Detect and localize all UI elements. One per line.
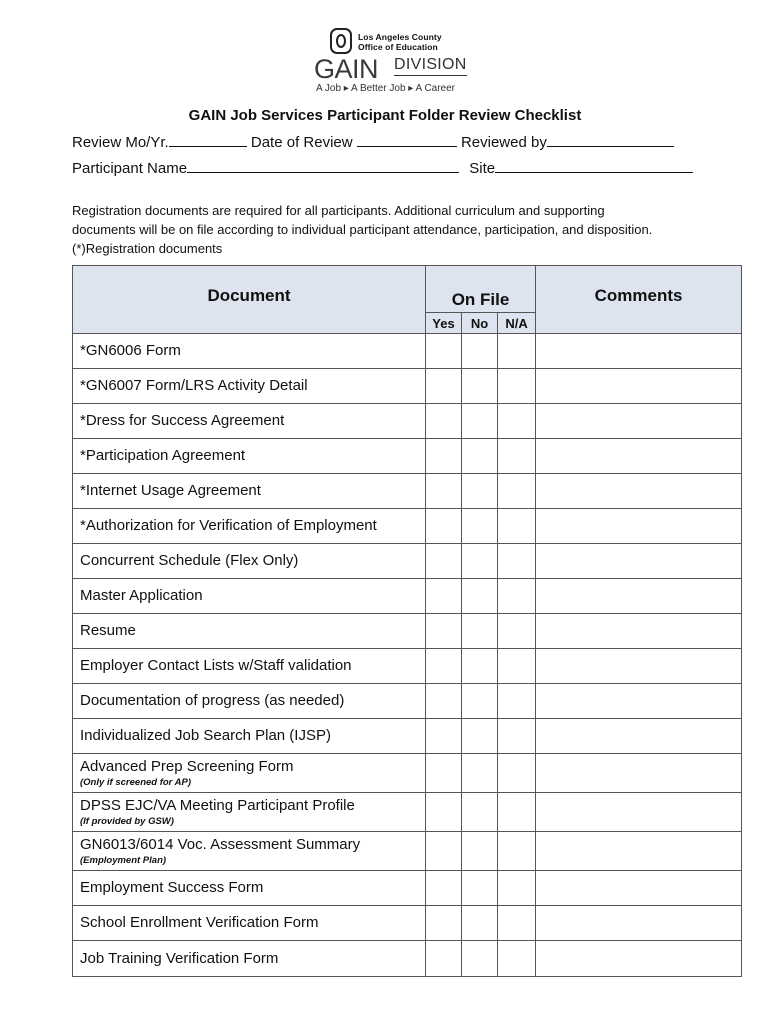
na-checkbox-cell[interactable]	[498, 832, 536, 871]
logo-division: DIVISION	[394, 56, 467, 76]
na-checkbox-cell[interactable]	[498, 404, 536, 439]
document-cell	[73, 684, 426, 719]
yes-checkbox-cell[interactable]	[426, 614, 462, 649]
na-header: N/A	[498, 313, 536, 334]
site-label: Site	[469, 160, 496, 177]
comments-cell[interactable]	[536, 871, 742, 906]
comments-cell[interactable]	[536, 754, 742, 793]
form-title: GAIN Job Services Participant Folder Review Checklist	[188, 107, 582, 124]
document-name: Job Training Verification Form	[80, 949, 279, 967]
no-checkbox-cell[interactable]	[462, 579, 498, 614]
yes-checkbox-cell[interactable]	[426, 404, 462, 439]
intro-text	[72, 201, 722, 258]
review-mo-yr-field[interactable]	[169, 132, 247, 147]
logo-org-line1: Los Angeles County	[358, 32, 442, 42]
no-checkbox-cell[interactable]	[462, 649, 498, 684]
comments-cell[interactable]	[536, 404, 742, 439]
table-row	[73, 544, 742, 579]
table-row	[73, 579, 742, 614]
no-checkbox-cell[interactable]	[462, 793, 498, 832]
no-checkbox-cell[interactable]	[462, 684, 498, 719]
document-name: Individualized Job Search Plan (IJSP)	[80, 727, 331, 744]
table-row	[73, 369, 742, 404]
table-row	[73, 404, 742, 439]
comments-cell[interactable]	[536, 649, 742, 684]
on-file-header: On File	[426, 266, 536, 313]
document-note: (If provided by GSW)	[80, 815, 174, 827]
no-checkbox-cell[interactable]	[462, 754, 498, 793]
yes-checkbox-cell[interactable]	[426, 941, 462, 977]
comments-cell[interactable]	[536, 684, 742, 719]
yes-checkbox-cell[interactable]	[426, 793, 462, 832]
document-name: DPSS EJC/VA Meeting Participant Profile	[80, 796, 355, 814]
na-checkbox-cell[interactable]	[498, 544, 536, 579]
participant-name-field[interactable]	[187, 158, 459, 173]
table-row	[73, 684, 742, 719]
table-row	[73, 871, 742, 906]
na-checkbox-cell[interactable]	[498, 369, 536, 404]
table-row	[73, 649, 742, 684]
table-row	[73, 754, 742, 793]
na-checkbox-cell[interactable]	[498, 941, 536, 977]
document-cell	[73, 544, 426, 579]
document-name: *GN6006 Form	[80, 342, 181, 359]
participant-name-label: Participant Name	[72, 160, 188, 177]
header-fields-row2	[72, 158, 693, 179]
na-checkbox-cell[interactable]	[498, 871, 536, 906]
no-checkbox-cell[interactable]	[462, 439, 498, 474]
no-checkbox-cell[interactable]	[462, 544, 498, 579]
table-row	[73, 719, 742, 754]
no-checkbox-cell[interactable]	[462, 906, 498, 941]
comments-cell[interactable]	[536, 614, 742, 649]
comments-cell[interactable]	[536, 793, 742, 832]
no-header: No	[462, 313, 498, 334]
comments-cell[interactable]	[536, 509, 742, 544]
na-checkbox-cell[interactable]	[498, 334, 536, 369]
no-checkbox-cell[interactable]	[462, 871, 498, 906]
na-checkbox-cell[interactable]	[498, 509, 536, 544]
comments-cell[interactable]	[536, 439, 742, 474]
table-row	[73, 832, 742, 871]
date-of-review-label: Date of Review	[250, 134, 353, 151]
logo-org-line2: Office of Education	[358, 42, 438, 52]
document-cell	[73, 871, 426, 906]
review-mo-yr-label: Review Mo/Yr.	[72, 134, 169, 151]
table-row	[73, 614, 742, 649]
document-name: Concurrent Schedule (Flex Only)	[80, 552, 299, 569]
document-name: *Dress for Success Agreement	[80, 412, 285, 429]
table-row	[73, 941, 742, 977]
reviewed-by-field[interactable]	[547, 132, 674, 147]
document-name: Employment Success Form	[80, 879, 264, 896]
intro-line3: (*)Registration documents	[72, 241, 223, 256]
yes-checkbox-cell[interactable]	[426, 684, 462, 719]
na-checkbox-cell[interactable]	[498, 684, 536, 719]
no-checkbox-cell[interactable]	[462, 614, 498, 649]
comments-header: Comments	[536, 266, 742, 334]
na-checkbox-cell[interactable]	[498, 906, 536, 941]
document-cell	[73, 334, 426, 369]
document-cell	[73, 832, 426, 871]
date-of-review-field[interactable]	[357, 132, 457, 147]
document-name: Resume	[80, 622, 136, 639]
no-checkbox-cell[interactable]	[462, 719, 498, 754]
document-name: School Enrollment Verification Form	[80, 914, 319, 931]
na-checkbox-cell[interactable]	[498, 754, 536, 793]
document-name: Documentation of progress (as needed)	[80, 692, 345, 709]
document-cell	[73, 754, 426, 793]
document-cell	[73, 404, 426, 439]
logo-tagline: A Job ▸ A Better Job ▸ A Career	[316, 83, 456, 94]
document-name: *Participation Agreement	[80, 447, 246, 464]
na-checkbox-cell[interactable]	[498, 614, 536, 649]
na-checkbox-cell[interactable]	[498, 579, 536, 614]
table-row	[73, 509, 742, 544]
yes-checkbox-cell[interactable]	[426, 369, 462, 404]
document-name: *Authorization for Verification of Employment	[80, 517, 377, 534]
document-name: Master Application	[80, 587, 203, 604]
yes-header: Yes	[426, 313, 462, 334]
reviewed-by-label: Reviewed by	[460, 134, 547, 151]
yes-checkbox-cell[interactable]	[426, 906, 462, 941]
yes-checkbox-cell[interactable]	[426, 754, 462, 793]
yes-checkbox-cell[interactable]	[426, 649, 462, 684]
no-checkbox-cell[interactable]	[462, 941, 498, 977]
comments-cell[interactable]	[536, 474, 742, 509]
no-checkbox-cell[interactable]	[462, 474, 498, 509]
document-name: GN6013/6014 Voc. Assessment Summary	[80, 835, 361, 853]
table-row	[73, 906, 742, 941]
document-cell	[73, 579, 426, 614]
comments-cell[interactable]	[536, 941, 742, 977]
no-checkbox-cell[interactable]	[462, 832, 498, 871]
lacoe-emblem-icon	[330, 28, 352, 54]
header-fields-row1	[72, 132, 674, 153]
document-cell	[73, 941, 426, 977]
comments-cell[interactable]	[536, 832, 742, 871]
comments-cell[interactable]	[536, 369, 742, 404]
na-checkbox-cell[interactable]	[498, 649, 536, 684]
intro-line1: Registration documents are required for all participants. Additional curriculum and supporting	[72, 203, 605, 218]
document-cell	[73, 474, 426, 509]
yes-checkbox-cell[interactable]	[426, 474, 462, 509]
document-name: *Internet Usage Agreement	[80, 482, 261, 499]
document-cell	[73, 793, 426, 832]
table-row	[73, 474, 742, 509]
no-checkbox-cell[interactable]	[462, 404, 498, 439]
document-cell	[73, 369, 426, 404]
document-cell	[73, 649, 426, 684]
na-checkbox-cell[interactable]	[498, 474, 536, 509]
document-cell	[73, 906, 426, 941]
yes-checkbox-cell[interactable]	[426, 832, 462, 871]
document-name: Employer Contact Lists w/Staff validation	[80, 657, 352, 674]
lacoe-gain-logo	[312, 26, 472, 98]
document-name: Advanced Prep Screening Form	[80, 757, 294, 775]
yes-checkbox-cell[interactable]	[426, 439, 462, 474]
intro-line2: documents will be on file according to individual participant attendance, participation, and disposition.	[72, 222, 653, 237]
na-checkbox-cell[interactable]	[498, 439, 536, 474]
yes-checkbox-cell[interactable]	[426, 871, 462, 906]
yes-checkbox-cell[interactable]	[426, 579, 462, 614]
table-row	[73, 334, 742, 369]
document-cell	[73, 439, 426, 474]
comments-cell[interactable]	[536, 719, 742, 754]
na-checkbox-cell[interactable]	[498, 719, 536, 754]
document-header: Document	[73, 266, 426, 334]
no-checkbox-cell[interactable]	[462, 369, 498, 404]
table-row	[73, 439, 742, 474]
site-field[interactable]	[495, 158, 693, 173]
table-row	[73, 793, 742, 832]
yes-checkbox-cell[interactable]	[426, 719, 462, 754]
na-checkbox-cell[interactable]	[498, 793, 536, 832]
document-name: *GN6007 Form/LRS Activity Detail	[80, 377, 308, 394]
document-cell	[73, 614, 426, 649]
yes-checkbox-cell[interactable]	[426, 509, 462, 544]
document-cell	[73, 719, 426, 754]
checklist-rows	[73, 334, 742, 977]
yes-checkbox-cell[interactable]	[426, 544, 462, 579]
checklist-table	[72, 265, 742, 977]
yes-checkbox-cell[interactable]	[426, 334, 462, 369]
document-note: (Employment Plan)	[80, 854, 167, 866]
comments-cell[interactable]	[536, 579, 742, 614]
no-checkbox-cell[interactable]	[462, 509, 498, 544]
comments-cell[interactable]	[536, 906, 742, 941]
document-cell	[73, 509, 426, 544]
comments-cell[interactable]	[536, 544, 742, 579]
comments-cell[interactable]	[536, 334, 742, 369]
no-checkbox-cell[interactable]	[462, 334, 498, 369]
logo-brand: GAIN	[314, 54, 379, 84]
document-note: (Only if screened for AP)	[80, 776, 192, 788]
